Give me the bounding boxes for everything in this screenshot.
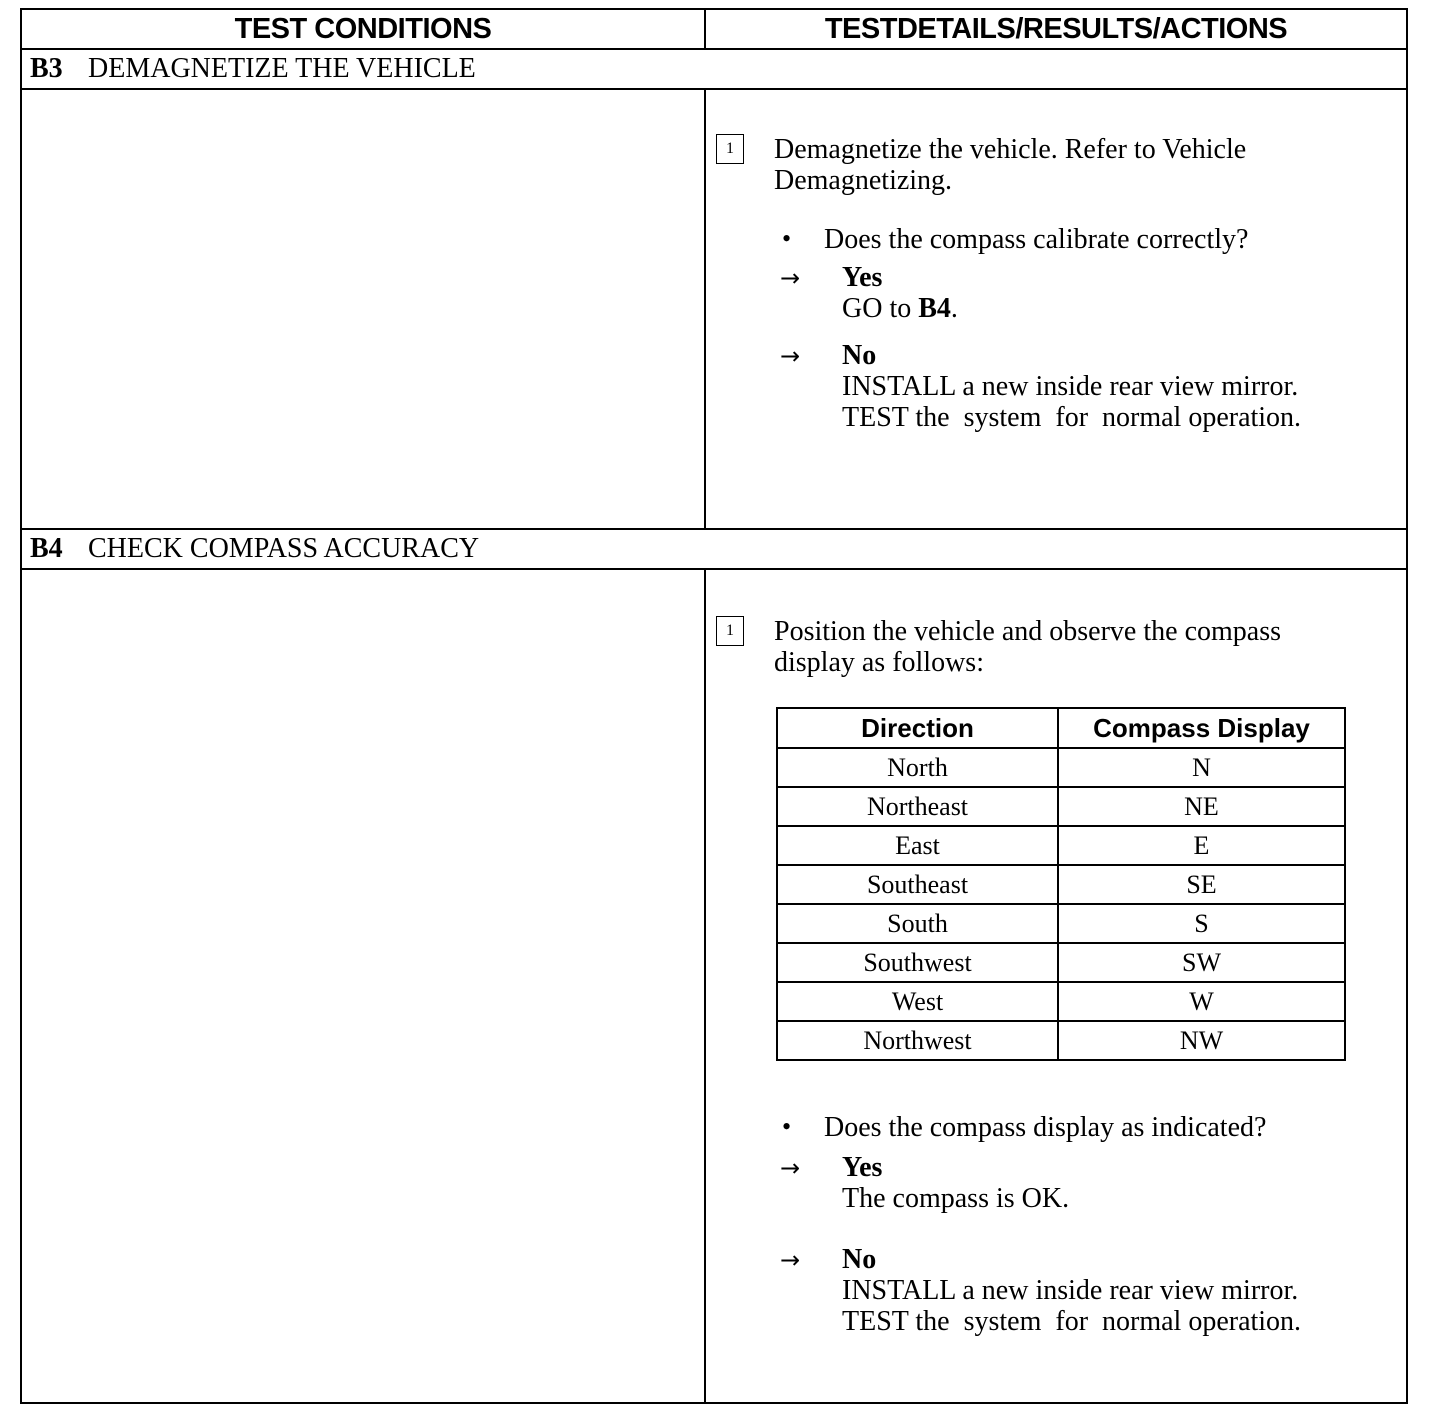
table-row: [777, 943, 1345, 982]
display-cell: SE: [1058, 865, 1345, 904]
table-row: [777, 787, 1345, 826]
section-b3-yes: [842, 262, 958, 324]
display-cell: N: [1058, 748, 1345, 787]
compass-table: [776, 707, 1346, 1061]
display-cell: W: [1058, 982, 1345, 1021]
test-procedure-table: [20, 8, 1408, 1404]
bullet-icon: •: [782, 224, 792, 253]
compass-table-header: [777, 708, 1345, 748]
direction-cell: Northeast: [777, 787, 1058, 826]
section-b4-yes-text: The compass is OK.: [842, 1183, 1070, 1214]
direction-cell: North: [777, 748, 1058, 787]
section-b3-no-line1: INSTALL a new inside rear view mirror.: [842, 371, 1299, 402]
section-b4-step-line1: Position the vehicle and observe the compass: [774, 616, 1281, 647]
header-divider: [704, 10, 706, 50]
table-header: [22, 10, 1406, 50]
display-cell: S: [1058, 904, 1345, 943]
yes-text-prefix: GO to: [842, 293, 919, 324]
table-row: [777, 1021, 1345, 1060]
arrow-right-icon: →: [780, 342, 801, 370]
display-cell: SW: [1058, 943, 1345, 982]
section-b4-step-text: [774, 616, 1281, 678]
section-b3-no-line2: TEST the system for normal operation.: [842, 402, 1302, 433]
display-cell: E: [1058, 826, 1345, 865]
section-b3-step-text: [774, 134, 1246, 196]
section-b3-step-line2: Demagnetizing.: [774, 165, 953, 196]
header-test-conditions: TEST CONDITIONS: [234, 12, 492, 45]
column-header-direction: Direction: [777, 708, 1058, 748]
display-cell: NW: [1058, 1021, 1345, 1060]
arrow-right-icon: →: [780, 1154, 801, 1182]
yes-text-suffix: .: [950, 293, 958, 324]
direction-cell: Southwest: [777, 943, 1058, 982]
section-b3-step-number: 1: [716, 134, 744, 164]
section-b3-no: [842, 340, 1301, 433]
table-row: [777, 748, 1345, 787]
table-row: [777, 865, 1345, 904]
arrow-right-icon: →: [780, 264, 801, 292]
section-b4-question: Does the compass display as indicated?: [824, 1112, 1267, 1143]
section-b4-step-number: 1: [716, 616, 744, 646]
section-b3-divider: [704, 90, 706, 528]
section-b4-body: [22, 570, 1406, 1402]
section-b4-no-line1: INSTALL a new inside rear view mirror.: [842, 1275, 1299, 1306]
display-cell: NE: [1058, 787, 1345, 826]
section-b4-step-line2: display as follows:: [774, 647, 984, 678]
yes-text-ref: B4: [918, 293, 951, 324]
table-row: [777, 904, 1345, 943]
section-b3-code: B3: [30, 53, 63, 84]
section-b4-no-label: No: [842, 1244, 877, 1275]
section-b4-no: [842, 1244, 1301, 1337]
section-b4-heading: CHECK COMPASS ACCURACY: [88, 533, 480, 564]
arrow-right-icon: →: [780, 1246, 801, 1274]
direction-cell: Northwest: [777, 1021, 1058, 1060]
section-b4-yes: [842, 1152, 1069, 1214]
direction-cell: East: [777, 826, 1058, 865]
table-row: [777, 826, 1345, 865]
direction-cell: South: [777, 904, 1058, 943]
section-b4-divider: [704, 570, 706, 1402]
section-b3-no-label: No: [842, 340, 877, 371]
section-b4-yes-label: Yes: [842, 1152, 883, 1183]
section-b3-heading: DEMAGNETIZE THE VEHICLE: [88, 53, 476, 84]
section-b4-code: B4: [30, 533, 63, 564]
section-b3-body: [22, 90, 1406, 530]
section-b3-title: [22, 50, 1406, 90]
header-test-details: TESTDETAILS/RESULTS/ACTIONS: [824, 12, 1288, 45]
section-b3-step-line1: Demagnetize the vehicle. Refer to Vehicle: [774, 134, 1247, 165]
bullet-icon: •: [782, 1112, 792, 1141]
section-b3-yes-text: [842, 293, 958, 324]
section-b3-yes-label: Yes: [842, 262, 883, 293]
section-b3-question: Does the compass calibrate correctly?: [824, 224, 1249, 255]
direction-cell: West: [777, 982, 1058, 1021]
section-b4-title: [22, 530, 1406, 570]
section-b4-no-line2: TEST the system for normal operation.: [842, 1306, 1302, 1337]
direction-cell: Southeast: [777, 865, 1058, 904]
column-header-compass-display: Compass Display: [1058, 708, 1345, 748]
table-row: [777, 982, 1345, 1021]
